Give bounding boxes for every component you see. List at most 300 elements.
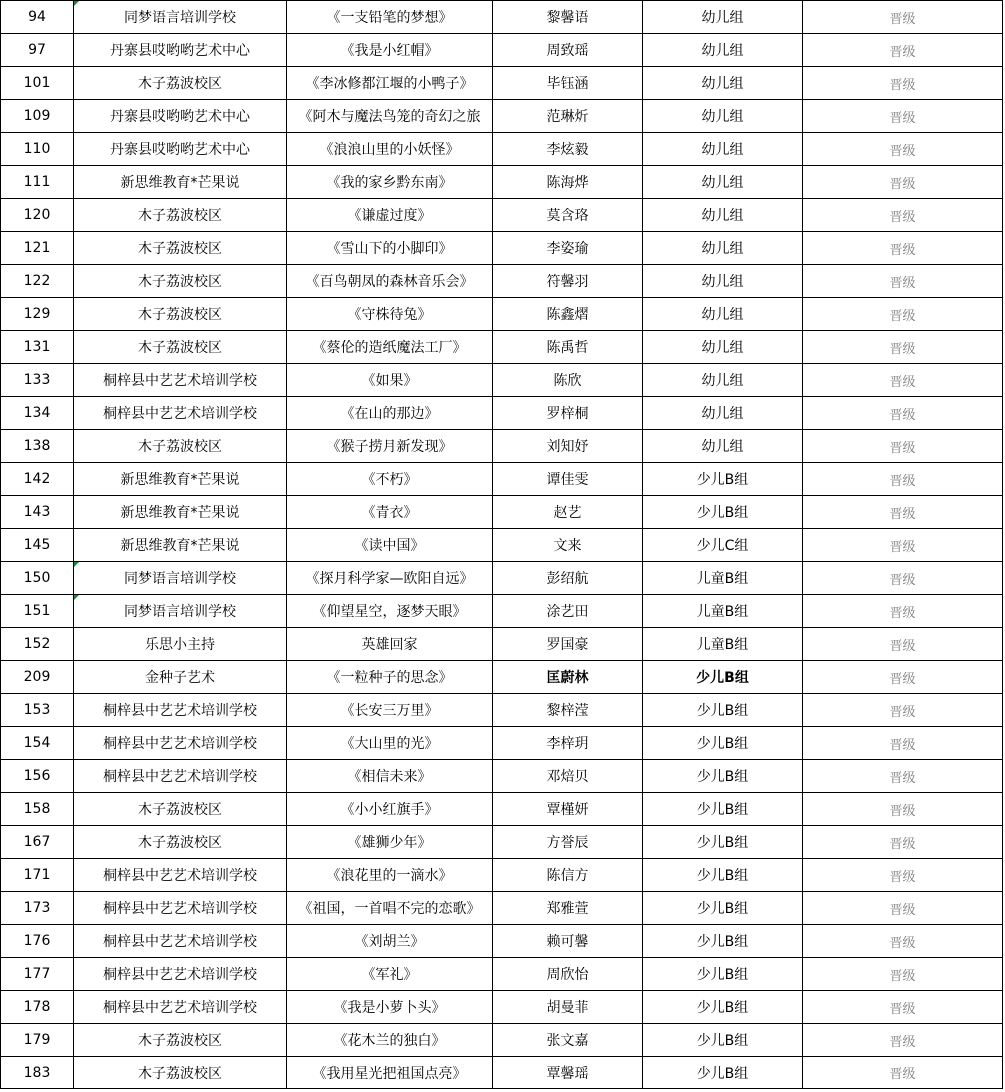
cell-status[interactable] xyxy=(803,397,1003,430)
cell-name[interactable] xyxy=(493,991,643,1024)
cell-title[interactable] xyxy=(287,100,493,133)
cell-number[interactable] xyxy=(1,199,74,232)
cell-school-text: 木子荔波校区 xyxy=(138,835,222,851)
cell-name-text: 郑雅萱 xyxy=(546,901,589,917)
cell-number[interactable] xyxy=(1,529,74,562)
cell-title-text: 《一粒种子的思念》 xyxy=(326,670,453,686)
cell-school[interactable] xyxy=(74,100,287,133)
cell-title[interactable] xyxy=(287,166,493,199)
table-row xyxy=(1,397,1003,430)
cell-status-text: 晋级 xyxy=(889,1034,916,1050)
cell-title[interactable] xyxy=(287,826,493,859)
cell-school[interactable] xyxy=(74,694,287,727)
cell-school-text: 木子荔波校区 xyxy=(138,802,222,818)
cell-status[interactable] xyxy=(803,628,1003,661)
cell-title[interactable] xyxy=(287,199,493,232)
cell-number-text: 153 xyxy=(23,702,51,718)
cell-group[interactable] xyxy=(643,793,803,826)
table-row xyxy=(1,826,1003,859)
cell-name-text: 匡蔚林 xyxy=(546,670,589,686)
cell-status[interactable] xyxy=(803,232,1003,265)
cell-number-text: 179 xyxy=(23,1032,51,1048)
cell-title[interactable] xyxy=(287,364,493,397)
cell-name[interactable] xyxy=(493,463,643,496)
cell-name[interactable] xyxy=(493,364,643,397)
cell-title[interactable] xyxy=(287,397,493,430)
cell-school[interactable] xyxy=(74,166,287,199)
cell-status-text: 晋级 xyxy=(889,242,916,258)
cell-status[interactable] xyxy=(803,760,1003,793)
cell-number[interactable] xyxy=(1,265,74,298)
cell-status-text: 晋级 xyxy=(889,44,916,60)
cell-number[interactable] xyxy=(1,430,74,463)
cell-group-text: 少儿B组 xyxy=(696,868,749,884)
table-row xyxy=(1,793,1003,826)
cell-name[interactable] xyxy=(493,232,643,265)
cell-number[interactable] xyxy=(1,133,74,166)
cell-number-text: 167 xyxy=(23,834,51,850)
cell-title[interactable] xyxy=(287,232,493,265)
cell-number-text: 142 xyxy=(23,471,51,487)
cell-number[interactable] xyxy=(1,826,74,859)
cell-number[interactable] xyxy=(1,463,74,496)
cell-status[interactable] xyxy=(803,331,1003,364)
cell-number-text: 133 xyxy=(23,372,51,388)
cell-school[interactable] xyxy=(74,331,287,364)
cell-group-text: 少儿B组 xyxy=(696,934,749,950)
cell-number-text: 109 xyxy=(23,108,51,124)
cell-title-text: 《探月科学家—欧阳自远》 xyxy=(305,571,474,587)
cell-school[interactable] xyxy=(74,859,287,892)
cell-school[interactable] xyxy=(74,397,287,430)
cell-group[interactable] xyxy=(643,463,803,496)
cell-title-text: 《浪浪山里的小妖怪》 xyxy=(319,142,460,158)
cell-title[interactable] xyxy=(287,67,493,100)
cell-title[interactable] xyxy=(287,925,493,958)
cell-number[interactable] xyxy=(1,925,74,958)
cell-school-text: 新思维教育*芒果说 xyxy=(120,472,240,488)
cell-name-text: 范琳炘 xyxy=(546,109,589,125)
cell-status[interactable] xyxy=(803,958,1003,991)
cell-status[interactable] xyxy=(803,199,1003,232)
cell-title[interactable] xyxy=(287,892,493,925)
cell-title[interactable] xyxy=(287,133,493,166)
cell-status-text: 晋级 xyxy=(889,11,916,27)
cell-number[interactable] xyxy=(1,991,74,1024)
cell-title-text: 《军礼》 xyxy=(361,967,418,983)
cell-school[interactable] xyxy=(74,760,287,793)
cell-number[interactable] xyxy=(1,331,74,364)
cell-title[interactable] xyxy=(287,1057,493,1089)
cell-name[interactable] xyxy=(493,859,643,892)
cell-school[interactable] xyxy=(74,232,287,265)
cell-school-text: 丹寨县哎哟哟艺术中心 xyxy=(110,142,250,158)
cell-group[interactable] xyxy=(643,1024,803,1057)
cell-group-text: 少儿B组 xyxy=(696,769,749,785)
cell-status-text: 晋级 xyxy=(889,1067,916,1082)
cell-title-text: 《读中国》 xyxy=(354,538,425,554)
cell-status[interactable] xyxy=(803,67,1003,100)
cell-title[interactable] xyxy=(287,661,493,694)
cell-number[interactable] xyxy=(1,34,74,67)
cell-group[interactable] xyxy=(643,727,803,760)
table-row xyxy=(1,694,1003,727)
cell-group[interactable] xyxy=(643,430,803,463)
cell-title-text: 英雄回家 xyxy=(361,637,418,653)
cell-status[interactable] xyxy=(803,727,1003,760)
table-row xyxy=(1,1057,1003,1089)
cell-group[interactable] xyxy=(643,496,803,529)
cell-group[interactable] xyxy=(643,199,803,232)
cell-school[interactable] xyxy=(74,727,287,760)
cell-group[interactable] xyxy=(643,661,803,694)
cell-group[interactable] xyxy=(643,826,803,859)
cell-status[interactable] xyxy=(803,892,1003,925)
cell-number-text: 178 xyxy=(23,999,51,1015)
cell-school-text: 木子荔波校区 xyxy=(138,208,222,224)
cell-number-text: 111 xyxy=(23,174,51,190)
cell-school-text: 桐梓县中艺艺术培训学校 xyxy=(103,703,257,719)
cell-title[interactable] xyxy=(287,1,493,34)
cell-name[interactable] xyxy=(493,694,643,727)
cell-name-text: 赖可馨 xyxy=(546,934,589,950)
cell-group-text: 少儿B组 xyxy=(696,703,749,719)
cell-group[interactable] xyxy=(643,331,803,364)
cell-title[interactable] xyxy=(287,628,493,661)
cell-school[interactable] xyxy=(74,826,287,859)
cell-name[interactable] xyxy=(493,661,643,694)
cell-number[interactable] xyxy=(1,793,74,826)
cell-name[interactable] xyxy=(493,793,643,826)
table-row xyxy=(1,859,1003,892)
table-body xyxy=(1,1,1003,1089)
cell-status-text: 晋级 xyxy=(889,572,916,588)
cell-number[interactable] xyxy=(1,958,74,991)
cell-name[interactable] xyxy=(493,331,643,364)
cell-name-text: 刘知妤 xyxy=(546,439,589,455)
cell-school[interactable] xyxy=(74,793,287,826)
cell-name-text: 方誉辰 xyxy=(546,835,589,851)
cell-title-text: 《阿木与魔法鸟笼的奇幻之旅 xyxy=(298,109,481,125)
table-row xyxy=(1,1024,1003,1057)
cell-status-text: 晋级 xyxy=(889,671,916,687)
cell-group[interactable] xyxy=(643,166,803,199)
cell-name[interactable] xyxy=(493,133,643,166)
cell-name[interactable] xyxy=(493,100,643,133)
cell-group-text: 少儿B组 xyxy=(696,802,749,818)
cell-group[interactable] xyxy=(643,34,803,67)
cell-status[interactable] xyxy=(803,595,1003,628)
cell-status[interactable] xyxy=(803,562,1003,595)
cell-status-text: 晋级 xyxy=(889,770,916,786)
cell-number-text: 209 xyxy=(23,669,51,685)
cell-title[interactable] xyxy=(287,991,493,1024)
cell-name[interactable] xyxy=(493,958,643,991)
cell-number[interactable] xyxy=(1,232,74,265)
cell-name[interactable] xyxy=(493,892,643,925)
cell-number[interactable] xyxy=(1,166,74,199)
cell-number[interactable] xyxy=(1,727,74,760)
comment-flag-icon xyxy=(74,1,79,6)
cell-name[interactable] xyxy=(493,760,643,793)
cell-group[interactable] xyxy=(643,397,803,430)
cell-group-text: 儿童B组 xyxy=(696,604,749,620)
cell-name[interactable] xyxy=(493,562,643,595)
cell-group[interactable] xyxy=(643,760,803,793)
cell-school-text: 桐梓县中艺艺术培训学校 xyxy=(103,406,257,422)
cell-group[interactable] xyxy=(643,133,803,166)
cell-title[interactable] xyxy=(287,529,493,562)
cell-number[interactable] xyxy=(1,892,74,925)
cell-title-text: 《小小红旗手》 xyxy=(340,802,439,818)
cell-group[interactable] xyxy=(643,298,803,331)
cell-title[interactable] xyxy=(287,265,493,298)
cell-number[interactable] xyxy=(1,1024,74,1057)
cell-group-text: 幼儿组 xyxy=(701,307,744,323)
cell-group[interactable] xyxy=(643,1,803,34)
cell-name[interactable] xyxy=(493,67,643,100)
cell-group[interactable] xyxy=(643,991,803,1024)
cell-status[interactable] xyxy=(803,859,1003,892)
cell-number[interactable] xyxy=(1,496,74,529)
cell-group-text: 幼儿组 xyxy=(701,175,744,191)
cell-number-text: 173 xyxy=(23,900,51,916)
cell-school[interactable] xyxy=(74,34,287,67)
cell-status-text: 晋级 xyxy=(889,275,916,291)
cell-number[interactable] xyxy=(1,67,74,100)
cell-group-text: 少儿B组 xyxy=(696,472,749,488)
cell-school[interactable] xyxy=(74,133,287,166)
cell-school[interactable] xyxy=(74,925,287,958)
cell-number[interactable] xyxy=(1,760,74,793)
cell-group[interactable] xyxy=(643,100,803,133)
cell-group[interactable] xyxy=(643,364,803,397)
cell-number[interactable] xyxy=(1,364,74,397)
cell-title[interactable] xyxy=(287,595,493,628)
cell-number-text: 129 xyxy=(23,306,51,322)
cell-title[interactable] xyxy=(287,331,493,364)
table-row xyxy=(1,562,1003,595)
cell-name[interactable] xyxy=(493,34,643,67)
cell-status[interactable] xyxy=(803,166,1003,199)
table-row xyxy=(1,661,1003,694)
cell-status[interactable] xyxy=(803,34,1003,67)
cell-school[interactable] xyxy=(74,1,287,34)
cell-group[interactable] xyxy=(643,1057,803,1089)
cell-status[interactable] xyxy=(803,430,1003,463)
cell-status[interactable] xyxy=(803,133,1003,166)
cell-group-text: 少儿B组 xyxy=(696,835,749,851)
cell-name-text: 黎梓滢 xyxy=(546,703,589,719)
cell-status[interactable] xyxy=(803,529,1003,562)
cell-group[interactable] xyxy=(643,925,803,958)
cell-school[interactable] xyxy=(74,991,287,1024)
cell-school[interactable] xyxy=(74,1057,287,1089)
cell-name[interactable] xyxy=(493,166,643,199)
cell-name-text: 张文嘉 xyxy=(546,1033,589,1049)
table-row xyxy=(1,298,1003,331)
cell-number[interactable] xyxy=(1,595,74,628)
cell-number[interactable] xyxy=(1,694,74,727)
cell-school[interactable] xyxy=(74,496,287,529)
cell-group[interactable] xyxy=(643,892,803,925)
cell-number[interactable] xyxy=(1,1,74,34)
cell-group[interactable] xyxy=(643,694,803,727)
cell-name[interactable] xyxy=(493,298,643,331)
cell-title-text: 《如果》 xyxy=(361,373,418,389)
cell-number-text: 171 xyxy=(23,867,51,883)
cell-school[interactable] xyxy=(74,298,287,331)
table-row xyxy=(1,133,1003,166)
cell-title-text: 《仰望星空，逐梦天眼》 xyxy=(312,604,467,620)
cell-title[interactable] xyxy=(287,34,493,67)
cell-school[interactable] xyxy=(74,364,287,397)
cell-name[interactable] xyxy=(493,199,643,232)
cell-school[interactable] xyxy=(74,67,287,100)
cell-status[interactable] xyxy=(803,1057,1003,1089)
cell-name[interactable] xyxy=(493,727,643,760)
cell-status-text: 晋级 xyxy=(889,374,916,390)
cell-title[interactable] xyxy=(287,859,493,892)
cell-title-text: 《雄狮少年》 xyxy=(347,835,432,851)
cell-school[interactable] xyxy=(74,265,287,298)
cell-title[interactable] xyxy=(287,694,493,727)
cell-group[interactable] xyxy=(643,859,803,892)
cell-group[interactable] xyxy=(643,529,803,562)
cell-title[interactable] xyxy=(287,562,493,595)
cell-school[interactable] xyxy=(74,958,287,991)
cell-title[interactable] xyxy=(287,430,493,463)
cell-name[interactable] xyxy=(493,529,643,562)
cell-status[interactable] xyxy=(803,265,1003,298)
cell-group[interactable] xyxy=(643,232,803,265)
table-row xyxy=(1,199,1003,232)
cell-status-text: 晋级 xyxy=(889,440,916,456)
cell-group[interactable] xyxy=(643,67,803,100)
cell-status[interactable] xyxy=(803,364,1003,397)
table-row xyxy=(1,100,1003,133)
cell-name[interactable] xyxy=(493,1024,643,1057)
cell-number[interactable] xyxy=(1,100,74,133)
cell-title[interactable] xyxy=(287,1024,493,1057)
cell-group[interactable] xyxy=(643,595,803,628)
cell-group-text: 少儿B组 xyxy=(696,670,749,686)
cell-school[interactable] xyxy=(74,529,287,562)
cell-title[interactable] xyxy=(287,727,493,760)
cell-school-text: 丹寨县哎哟哟艺术中心 xyxy=(110,43,250,59)
cell-school-text: 金种子艺术 xyxy=(145,670,215,686)
cell-name-text: 罗梓桐 xyxy=(546,406,589,422)
cell-title-text: 《不朽》 xyxy=(361,472,418,488)
cell-name[interactable] xyxy=(493,925,643,958)
cell-title[interactable] xyxy=(287,463,493,496)
cell-status-text: 晋级 xyxy=(889,308,916,324)
cell-status[interactable] xyxy=(803,991,1003,1024)
cell-status[interactable] xyxy=(803,826,1003,859)
cell-status-text: 晋级 xyxy=(889,143,916,159)
cell-number[interactable] xyxy=(1,661,74,694)
cell-status[interactable] xyxy=(803,1,1003,34)
cell-number-text: 154 xyxy=(23,735,51,751)
cell-title[interactable] xyxy=(287,496,493,529)
cell-number[interactable] xyxy=(1,628,74,661)
cell-school[interactable] xyxy=(74,595,287,628)
cell-name[interactable] xyxy=(493,496,643,529)
cell-title[interactable] xyxy=(287,793,493,826)
cell-number[interactable] xyxy=(1,859,74,892)
cell-name[interactable] xyxy=(493,826,643,859)
cell-school[interactable] xyxy=(74,661,287,694)
cell-title[interactable] xyxy=(287,958,493,991)
cell-name[interactable] xyxy=(493,628,643,661)
cell-status[interactable] xyxy=(803,694,1003,727)
cell-title-text: 《我用星光把祖国点亮》 xyxy=(312,1065,467,1082)
cell-school[interactable] xyxy=(74,430,287,463)
cell-title-text: 《猴子捞月新发现》 xyxy=(326,439,453,455)
cell-group-text: 幼儿组 xyxy=(701,109,744,125)
cell-number-text: 120 xyxy=(23,207,51,223)
cell-school[interactable] xyxy=(74,892,287,925)
cell-group[interactable] xyxy=(643,958,803,991)
cell-status[interactable] xyxy=(803,793,1003,826)
cell-name[interactable] xyxy=(493,265,643,298)
cell-status[interactable] xyxy=(803,661,1003,694)
cell-title-text: 《刘胡兰》 xyxy=(354,934,425,950)
cell-title[interactable] xyxy=(287,760,493,793)
cell-title[interactable] xyxy=(287,298,493,331)
cell-name[interactable] xyxy=(493,430,643,463)
cell-status[interactable] xyxy=(803,298,1003,331)
cell-group-text: 少儿C组 xyxy=(696,538,749,554)
cell-name[interactable] xyxy=(493,1057,643,1089)
cell-status[interactable] xyxy=(803,100,1003,133)
cell-number[interactable] xyxy=(1,298,74,331)
cell-number-text: 94 xyxy=(28,9,46,25)
cell-number[interactable] xyxy=(1,1057,74,1089)
cell-status[interactable] xyxy=(803,925,1003,958)
cell-number-text: 152 xyxy=(23,636,51,652)
cell-number-text: 122 xyxy=(23,273,51,289)
cell-number[interactable] xyxy=(1,397,74,430)
cell-school[interactable] xyxy=(74,628,287,661)
cell-group[interactable] xyxy=(643,562,803,595)
cell-title-text: 《李冰修都江堰的小鸭子》 xyxy=(305,76,474,92)
cell-name-text: 覃馨瑶 xyxy=(546,1065,589,1082)
cell-status[interactable] xyxy=(803,1024,1003,1057)
cell-school-text: 桐梓县中艺艺术培训学校 xyxy=(103,769,257,785)
cell-name[interactable] xyxy=(493,595,643,628)
cell-title-text: 《长安三万里》 xyxy=(340,703,439,719)
cell-school[interactable] xyxy=(74,562,287,595)
cell-number-text: 183 xyxy=(23,1064,51,1081)
cell-name-text: 李炫毅 xyxy=(546,142,589,158)
cell-status-text: 晋级 xyxy=(889,704,916,720)
cell-group-text: 幼儿组 xyxy=(701,340,744,356)
cell-school-text: 丹寨县哎哟哟艺术中心 xyxy=(110,109,250,125)
cell-name[interactable] xyxy=(493,397,643,430)
cell-title-text: 《相信未来》 xyxy=(347,769,432,785)
cell-school[interactable] xyxy=(74,1024,287,1057)
cell-school[interactable] xyxy=(74,199,287,232)
cell-status[interactable] xyxy=(803,496,1003,529)
cell-number[interactable] xyxy=(1,562,74,595)
cell-status[interactable] xyxy=(803,463,1003,496)
cell-school[interactable] xyxy=(74,463,287,496)
cell-name[interactable] xyxy=(493,1,643,34)
cell-group[interactable] xyxy=(643,265,803,298)
cell-title-text: 《守株待兔》 xyxy=(347,307,432,323)
cell-group[interactable] xyxy=(643,628,803,661)
